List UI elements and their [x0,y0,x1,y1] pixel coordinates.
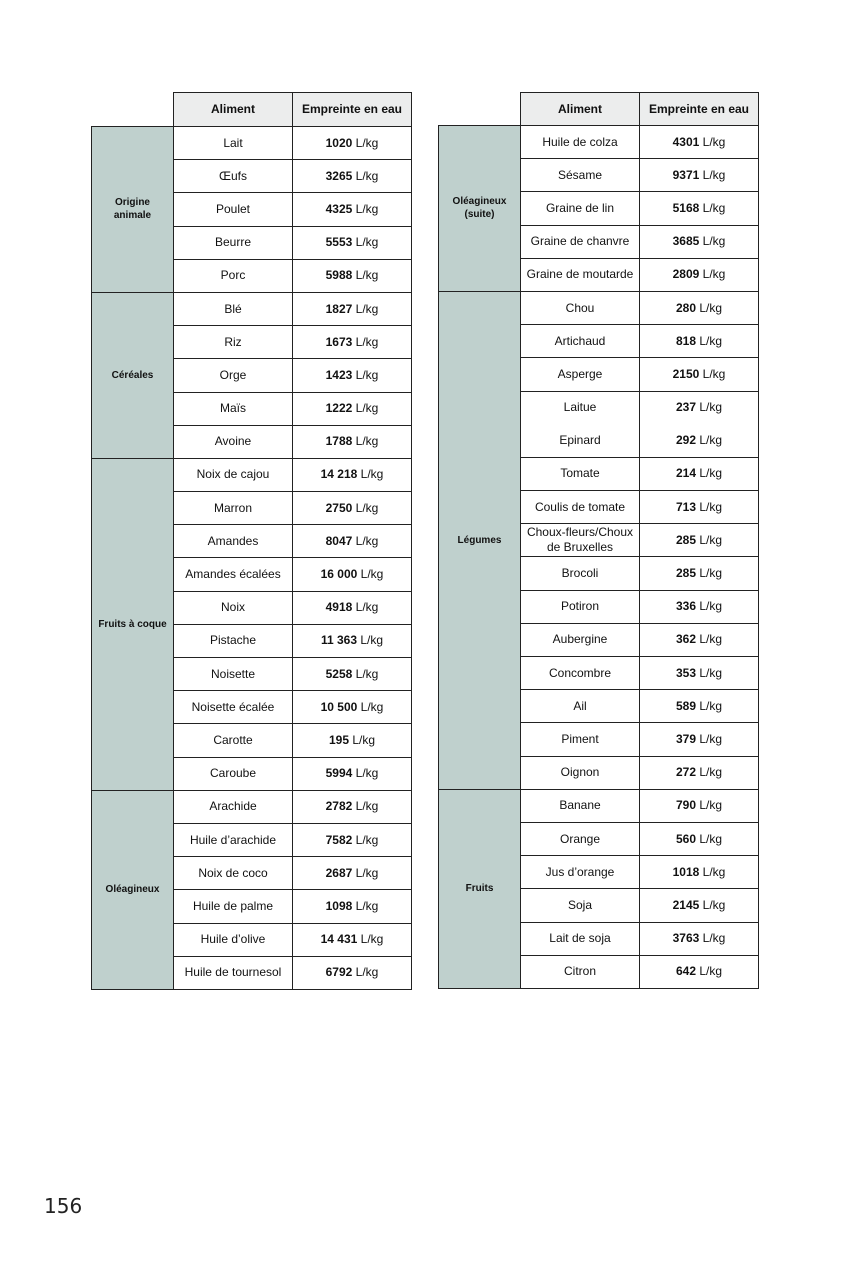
category-cell: Céréales [92,292,174,458]
food-name-cell: Jus d’orange [521,856,640,889]
footprint-value: 272 [675,765,696,780]
footprint-unit: L/kg [702,167,726,182]
footprint-unit: L/kg [699,665,723,680]
footprint-value: 1827 [325,301,353,316]
footprint-value: 2782 [325,799,353,814]
food-name-cell: Asperge [521,358,640,391]
footprint-unit: L/kg [699,499,723,514]
water-footprint-cell [293,823,412,856]
table-row [439,789,759,822]
header-aliment: Aliment [521,93,640,126]
footprint-value: 7582 [325,832,353,847]
footprint-unit: L/kg [355,401,379,416]
food-name-cell: Citron [521,955,640,988]
water-footprint-cell [293,956,412,989]
header-aliment: Aliment [174,93,293,127]
footprint-value: 1098 [325,898,353,913]
water-footprint-cell [293,492,412,525]
category-cell: Oléagineux [92,790,174,989]
water-footprint-cell [640,822,759,855]
food-name-cell: Choux-fleurs/Choux de Bruxelles [521,524,640,557]
table-row [439,126,759,159]
water-footprint-cell [640,723,759,756]
footprint-value: 1222 [325,401,353,416]
food-name-cell: Maïs [174,392,293,425]
food-name-cell: Lait [174,127,293,160]
footprint-value: 1423 [325,367,353,382]
water-footprint-cell [293,558,412,591]
footprint-unit: L/kg [355,865,379,880]
footprint-value: 1788 [325,434,353,449]
footprint-unit: L/kg [702,234,726,249]
food-name-cell: Amandes écalées [174,558,293,591]
water-footprint-cell [640,955,759,988]
footprint-unit: L/kg [699,433,723,448]
footprint-value: 1673 [325,334,353,349]
water-footprint-table-left [91,92,412,990]
footprint-unit: L/kg [355,268,379,283]
footprint-value: 2150 [672,366,700,381]
water-footprint-cell [293,359,412,392]
food-name-cell: Noisette [174,658,293,691]
water-footprint-cell [640,524,759,557]
footprint-unit: L/kg [699,532,723,547]
water-footprint-cell [640,225,759,258]
food-name-cell: Avoine [174,425,293,458]
food-name-cell: Banane [521,789,640,822]
food-name-cell: Piment [521,723,640,756]
footprint-value: 1018 [672,864,700,879]
food-name-cell: Chou [521,291,640,324]
footprint-value: 14 431 [320,932,358,947]
food-name-cell: Noix [174,591,293,624]
food-name-cell: Coulis de tomate [521,491,640,524]
footprint-unit: L/kg [699,300,723,315]
food-name-cell: Graine de moutarde [521,258,640,291]
footprint-value: 3685 [672,234,700,249]
footprint-unit: L/kg [355,500,379,515]
food-name-cell: Huile de tournesol [174,956,293,989]
footprint-value: 2145 [672,897,700,912]
footprint-value: 336 [675,599,696,614]
food-name-cell: Brocoli [521,557,640,590]
footprint-value: 8047 [325,533,353,548]
water-footprint-cell [640,789,759,822]
water-footprint-cell [640,258,759,291]
food-name-cell: Huile d’arachide [174,823,293,856]
footprint-value: 2750 [325,500,353,515]
footprint-unit: L/kg [355,533,379,548]
table-row [92,458,412,491]
water-footprint-cell [293,857,412,890]
footprint-unit: L/kg [702,134,726,149]
water-footprint-cell [293,425,412,458]
footprint-value: 6792 [325,965,353,980]
food-name-cell: Huile de colza [521,126,640,159]
water-footprint-cell [293,127,412,160]
footprint-unit: L/kg [355,201,379,216]
category-cell: Légumes [439,291,521,789]
water-footprint-cell [293,724,412,757]
category-cell: Oléagineux (suite) [439,126,521,292]
footprint-unit: L/kg [702,864,726,879]
water-footprint-cell [640,657,759,690]
food-name-cell: Aubergine [521,623,640,656]
food-name-cell: Sésame [521,159,640,192]
footprint-unit: L/kg [355,600,379,615]
category-cell: Fruits à coque [92,458,174,790]
water-footprint-cell [640,590,759,623]
table-row [92,127,412,160]
water-footprint-cell [293,591,412,624]
food-name-cell: Lait de soja [521,922,640,955]
footprint-unit: L/kg [699,400,723,415]
food-name-cell: Noix de coco [174,857,293,890]
footprint-value: 560 [675,831,696,846]
page-number: 156 [44,1194,83,1218]
water-footprint-cell [293,326,412,359]
footprint-value: 642 [675,964,696,979]
water-footprint-cell [293,259,412,292]
water-footprint-table-right [438,92,759,989]
food-name-cell: Beurre [174,226,293,259]
footprint-value: 589 [675,698,696,713]
food-name-cell: Potiron [521,590,640,623]
food-name-cell: Graine de chanvre [521,225,640,258]
water-footprint-cell [640,126,759,159]
water-footprint-cell [293,292,412,325]
footprint-unit: L/kg [360,467,384,482]
footprint-unit: L/kg [355,135,379,150]
food-name-cell: Orange [521,822,640,855]
water-footprint-cell [640,922,759,955]
water-footprint-cell [640,424,759,457]
water-footprint-cell [640,457,759,490]
footprint-unit: L/kg [699,798,723,813]
food-name-cell: Soja [521,889,640,922]
footprint-value: 4325 [325,201,353,216]
footprint-unit: L/kg [702,897,726,912]
footprint-unit: L/kg [355,799,379,814]
water-footprint-cell [293,624,412,657]
food-name-cell: Artichaud [521,325,640,358]
food-name-cell: Amandes [174,525,293,558]
footprint-unit: L/kg [699,466,723,481]
water-footprint-cell [293,226,412,259]
food-name-cell: Oignon [521,756,640,789]
food-name-cell: Noix de cajou [174,458,293,491]
footprint-unit: L/kg [702,267,726,282]
category-cell: Fruits [439,789,521,988]
footprint-value: 4301 [672,134,700,149]
category-cell: Origine animale [92,127,174,293]
water-footprint-cell [293,193,412,226]
footprint-value: 353 [675,665,696,680]
footprint-value: 292 [675,433,696,448]
food-name-cell: Ail [521,690,640,723]
header-empreinte: Empreinte en eau [640,93,759,126]
footprint-unit: L/kg [355,898,379,913]
footprint-unit: L/kg [699,765,723,780]
footprint-value: 10 500 [320,699,358,714]
footprint-value: 5988 [325,268,353,283]
water-footprint-cell [640,889,759,922]
footprint-unit: L/kg [699,632,723,647]
food-name-cell: Epinard [521,424,640,457]
footprint-unit: L/kg [360,932,384,947]
footprint-value: 2809 [672,267,700,282]
water-footprint-cell [293,458,412,491]
footprint-value: 285 [675,532,696,547]
footprint-value: 280 [675,300,696,315]
footprint-unit: L/kg [699,831,723,846]
water-footprint-cell [293,658,412,691]
footprint-value: 818 [675,333,696,348]
footprint-unit: L/kg [360,699,384,714]
footprint-value: 5258 [325,666,353,681]
water-footprint-cell [293,525,412,558]
food-name-cell: Marron [174,492,293,525]
footprint-value: 362 [675,632,696,647]
footprint-unit: L/kg [355,434,379,449]
footprint-value: 379 [675,731,696,746]
footprint-value: 214 [675,466,696,481]
water-footprint-cell [293,790,412,823]
footprint-unit: L/kg [360,567,384,582]
footprint-unit: L/kg [699,333,723,348]
footprint-unit: L/kg [699,964,723,979]
water-footprint-cell [640,192,759,225]
food-name-cell: Caroube [174,757,293,790]
footprint-value: 14 218 [320,467,358,482]
water-footprint-cell [640,690,759,723]
footprint-unit: L/kg [702,366,726,381]
footprint-unit: L/kg [699,698,723,713]
table-row [92,292,412,325]
footprint-value: 195 [328,732,349,747]
header-blank [92,93,174,127]
footprint-unit: L/kg [702,931,726,946]
water-footprint-cell [640,623,759,656]
water-footprint-cell [293,923,412,956]
food-name-cell: Huile de palme [174,890,293,923]
food-name-cell: Tomate [521,457,640,490]
footprint-value: 713 [675,499,696,514]
water-footprint-cell [293,890,412,923]
food-name-cell: Œufs [174,160,293,193]
footprint-unit: L/kg [355,766,379,781]
footprint-value: 9371 [672,167,700,182]
food-name-cell: Concombre [521,657,640,690]
footprint-value: 1020 [325,135,353,150]
footprint-unit: L/kg [355,832,379,847]
food-name-cell: Poulet [174,193,293,226]
food-name-cell: Riz [174,326,293,359]
water-footprint-cell [293,392,412,425]
food-name-cell: Graine de lin [521,192,640,225]
water-footprint-cell [640,358,759,391]
water-footprint-cell [640,391,759,424]
footprint-unit: L/kg [699,731,723,746]
footprint-unit: L/kg [355,235,379,250]
footprint-unit: L/kg [355,367,379,382]
footprint-unit: L/kg [355,965,379,980]
water-footprint-cell [640,491,759,524]
header-empreinte: Empreinte en eau [293,93,412,127]
footprint-value: 16 000 [320,567,358,582]
footprint-value: 5168 [672,200,700,215]
footprint-value: 3265 [325,168,353,183]
water-footprint-cell [640,856,759,889]
food-name-cell: Pistache [174,624,293,657]
table-row [439,291,759,324]
food-name-cell: Blé [174,292,293,325]
water-footprint-cell [640,291,759,324]
footprint-value: 2687 [325,865,353,880]
footprint-unit: L/kg [355,666,379,681]
table-row [92,790,412,823]
footprint-value: 3763 [672,931,700,946]
water-footprint-cell [640,756,759,789]
footprint-unit: L/kg [702,200,726,215]
footprint-unit: L/kg [699,566,723,581]
footprint-value: 790 [675,798,696,813]
footprint-value: 5994 [325,766,353,781]
water-footprint-cell [293,757,412,790]
food-name-cell: Porc [174,259,293,292]
water-footprint-cell [640,557,759,590]
footprint-unit: L/kg [355,168,379,183]
food-name-cell: Huile d’olive [174,923,293,956]
footprint-value: 285 [675,566,696,581]
footprint-unit: L/kg [355,334,379,349]
header-blank [439,93,521,126]
footprint-value: 11 363 [320,633,357,648]
footprint-value: 237 [675,400,696,415]
footprint-value: 4918 [325,600,353,615]
food-name-cell: Laitue [521,391,640,424]
water-footprint-cell [293,160,412,193]
food-name-cell: Orge [174,359,293,392]
water-footprint-cell [640,325,759,358]
food-name-cell: Noisette écalée [174,691,293,724]
footprint-unit: L/kg [360,633,384,648]
food-name-cell: Carotte [174,724,293,757]
footprint-unit: L/kg [352,732,376,747]
footprint-unit: L/kg [699,599,723,614]
water-footprint-cell [293,691,412,724]
water-footprint-cell [640,159,759,192]
footprint-value: 5553 [325,235,353,250]
footprint-unit: L/kg [355,301,379,316]
food-name-cell: Arachide [174,790,293,823]
